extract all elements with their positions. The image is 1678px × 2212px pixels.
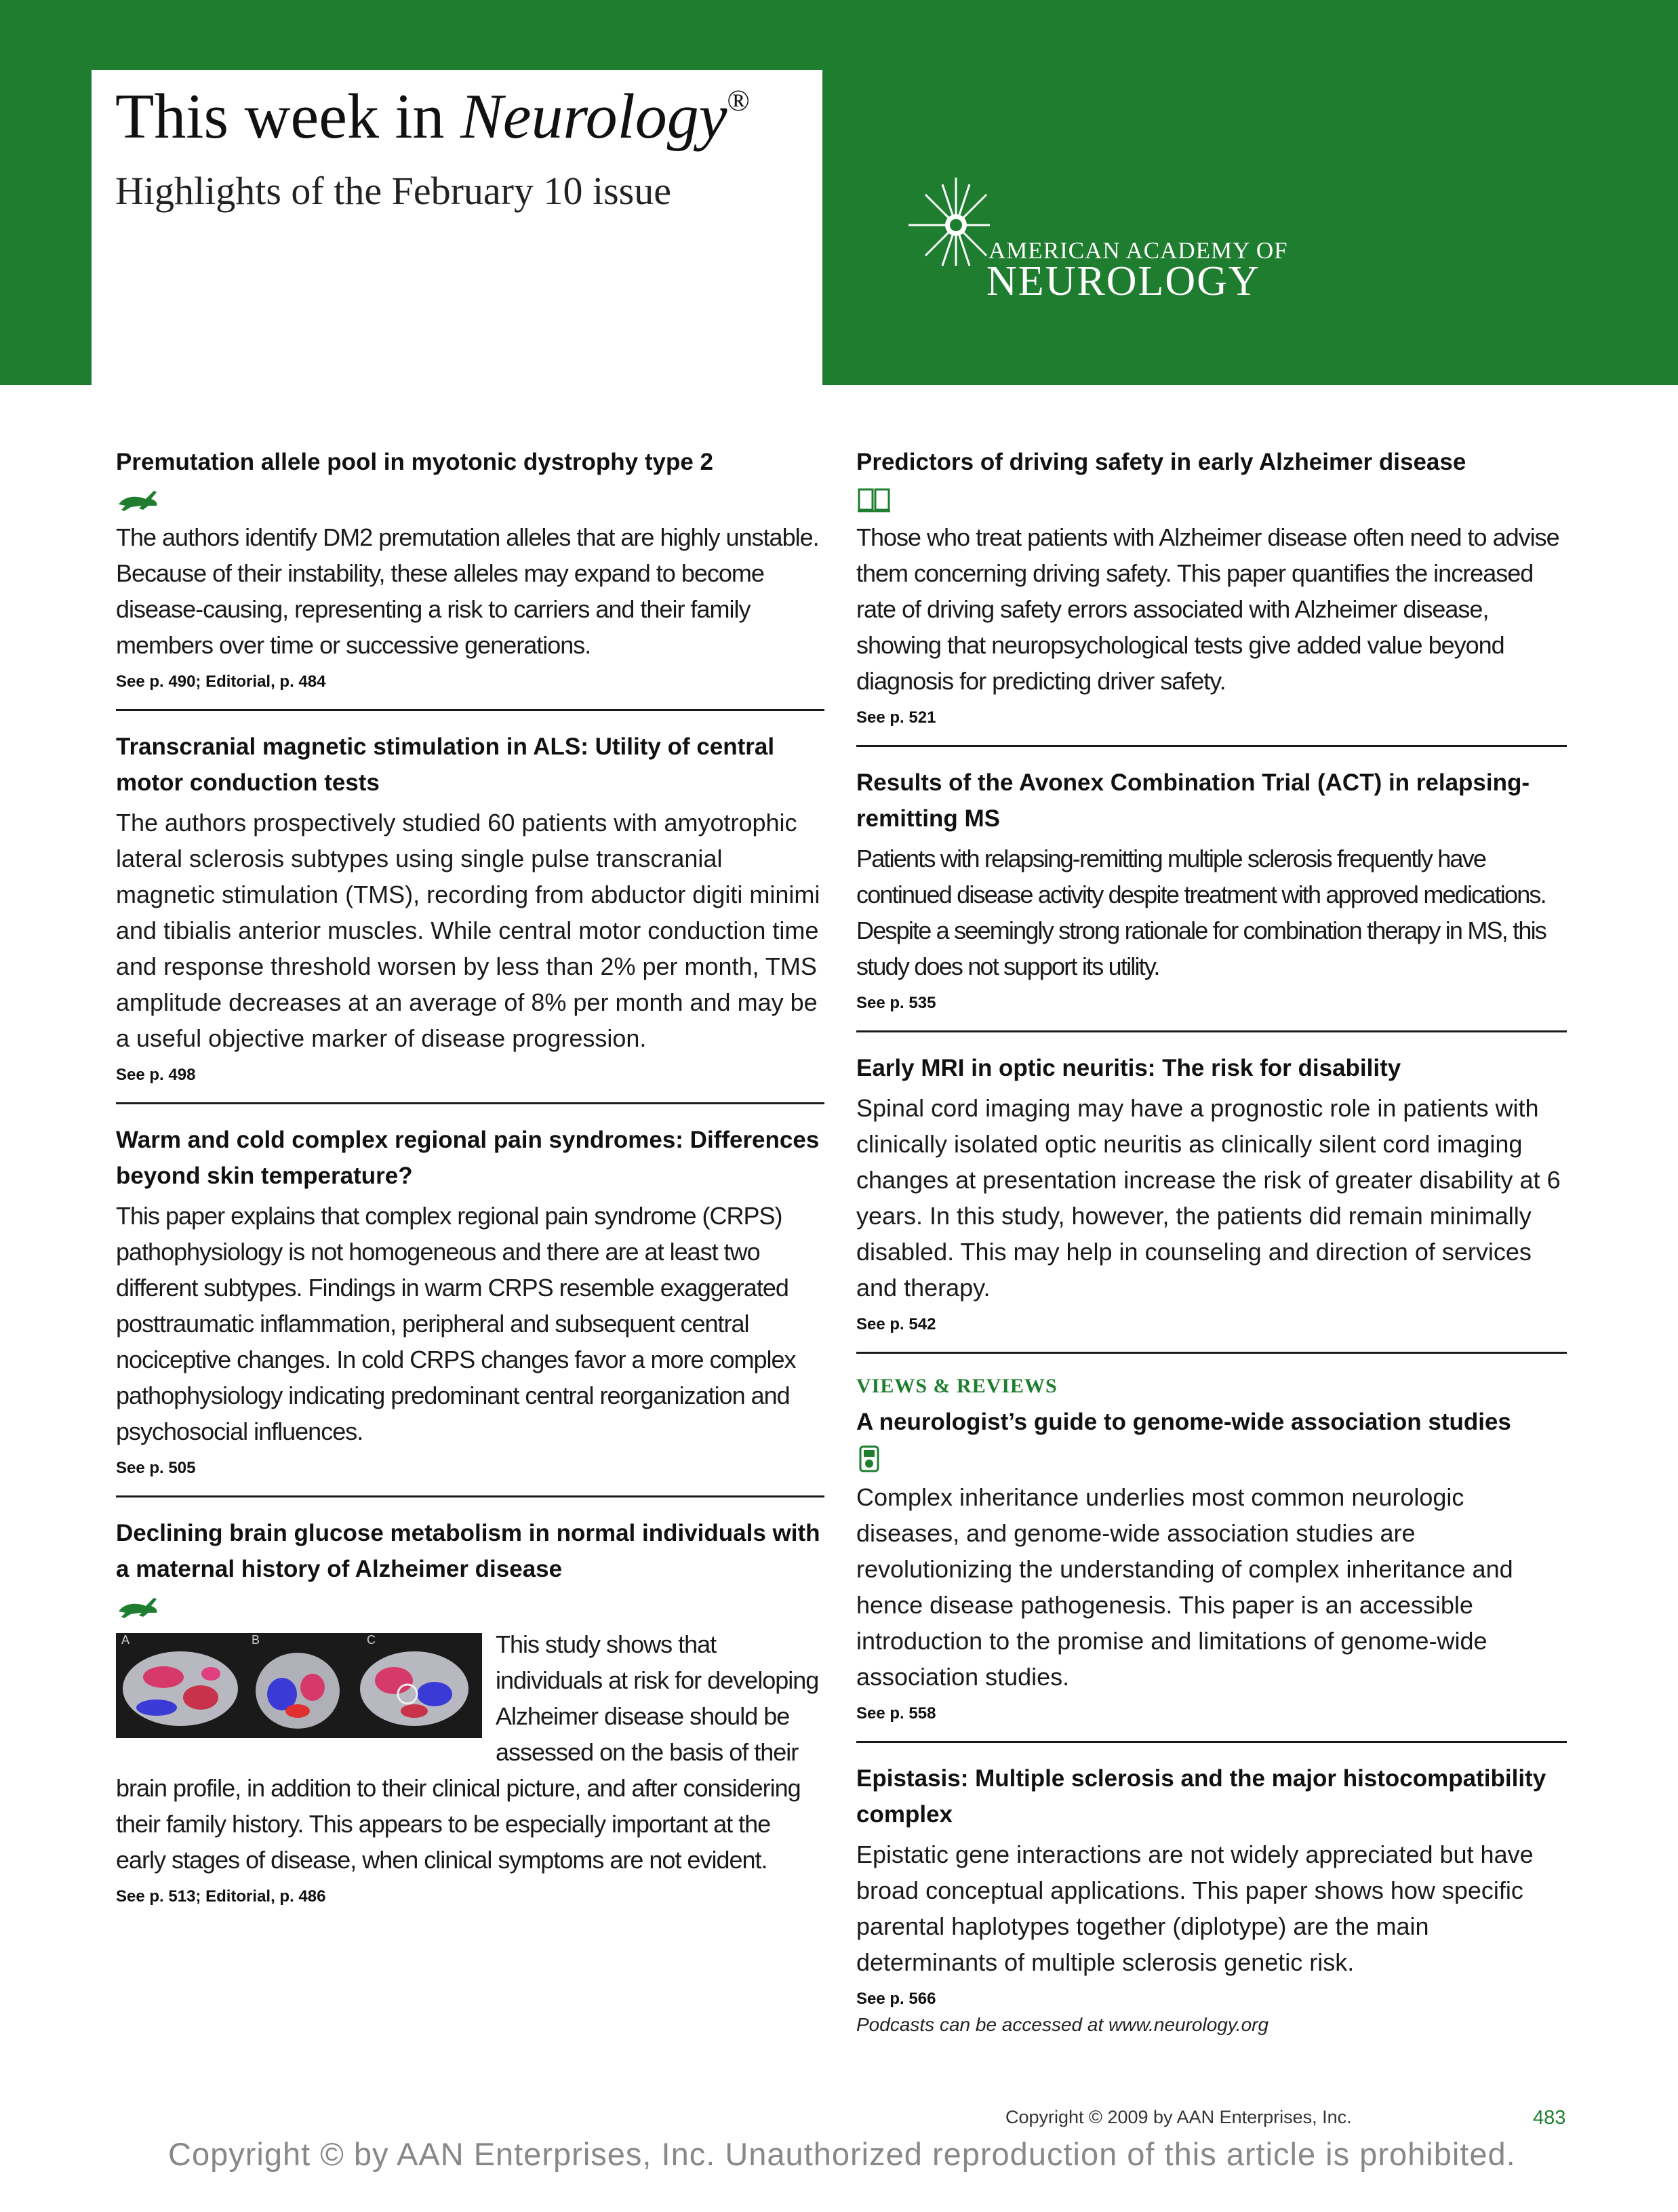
page-subtitle: Highlights of the February 10 issue [115, 169, 671, 213]
article-driving-safety [856, 444, 1567, 747]
article-body: This paper explains that complex regional pain syndrome (CRPS) pathophysiology is not homogeneous and there are at least two different subtypes. Findings in warm CRPS resemble exaggerated posttraumatic inflammation, peripheral and subsequent central nociceptive changes. In cold CRPS changes favor a more complex pathophysiology indicating predominant central reorganization and psychosocial influences. [116, 1202, 796, 1445]
figure-label-c: C [367, 1633, 376, 1647]
copyright-watermark: Copyright © by AAN Enterprises, Inc. Unauthorized reproduction of this article is prohibited. [168, 2136, 1516, 2172]
figure-label-a: A [121, 1633, 130, 1647]
article-title[interactable]: Results of the Avonex Combination Trial (ACT) in relapsing-remitting MS [856, 769, 1530, 832]
article-ref[interactable]: See p. 505 [116, 1459, 196, 1477]
article-body: The authors prospectively studied 60 patients with amyotrophic lateral sclerosis subtypes using single pulse transcranial magnetic stimulation (TMS), recording from abductor digiti minimi and tibialis anterior muscles. While central motor conduction time and response threshold worsen by less than 2% per month, TMS amplitude decreases at an average of 8% per month and may be a useful objective marker of disease progression. [116, 809, 820, 1052]
article-title[interactable]: Declining brain glucose metabolism in normal individuals with a maternal history of Alzheimer disease [116, 1520, 820, 1582]
aan-logo [902, 178, 1288, 306]
article-title[interactable]: Transcranial magnetic stimulation in ALS: Utility of central motor conduction tests [116, 733, 775, 796]
rabbit-icon [116, 1591, 163, 1621]
star-burst-icon [902, 178, 990, 273]
logo-line2: NEUROLOGY [986, 258, 1260, 304]
book-icon [856, 484, 892, 514]
article-title[interactable]: Predictors of driving safety in early Alzheimer disease [856, 449, 1466, 475]
article-body: The authors identify DM2 premutation alleles that are highly unstable. Because of their instability, these alleles may expand to become disease-causing, representing a risk to carriers and their family members over time or successive generations. [116, 523, 819, 659]
article-avonex [856, 765, 1567, 1032]
article-ref[interactable]: See p. 490; Editorial, p. 484 [116, 672, 326, 691]
article-title[interactable]: Warm and cold complex regional pain syndromes: Differences beyond skin temperature? [116, 1127, 820, 1189]
logo-line1: AMERICAN ACADEMY OF [988, 237, 1288, 264]
article-ref[interactable]: See p. 513; Editorial, p. 486 [116, 1887, 326, 1906]
figure-label-b: B [252, 1633, 260, 1647]
article-body: This study shows that individuals at risk for developing Alzheimer disease should be assessed on the basis of their brain profile, in addition to their clinical picture, and after considering their family history. This appears to be especially important at the early stages of disease, when clinical symptoms are not evident. [116, 1630, 819, 1874]
brain-scan-images [116, 1647, 482, 1738]
article-body: Spinal cord imaging may have a prognostic role in patients with clinically isolated optic neuritis as clinically silent cord imaging changes at presentation increase the risk of greater disability at 6 years. In this study, however, the patients did remain minimally disabled. This may help in counseling and direction of services and therapy. [856, 1094, 1561, 1302]
podcast-note: Podcasts can be accessed at www.neurology.org [856, 2014, 1269, 2035]
article-title[interactable]: A neurologist’s guide to genome-wide association studies [856, 1409, 1511, 1435]
title-prefix: This week in [115, 81, 445, 152]
article-title[interactable]: Epistasis: Multiple sclerosis and the major histocompatibility complex [856, 1765, 1546, 1828]
article-body: Complex inheritance underlies most common neurologic diseases, and genome-wide association studies are revolutionizing the understanding of complex inheritance and hence disease pathogenesis. This paper is an accessible introduction to the promise and limitations of genome-wide association studies. [856, 1483, 1513, 1691]
rabbit-icon [116, 484, 163, 514]
article-ref[interactable]: See p. 566 [856, 1990, 936, 2008]
article-title[interactable]: Early MRI in optic neuritis: The risk for disability [856, 1055, 1401, 1081]
brain-pet-figure [116, 1633, 482, 1738]
podcast-icon[interactable] [856, 1444, 883, 1474]
article-dm2 [116, 444, 824, 711]
article-body: Epistatic gene interactions are not widely appreciated but have broad conceptual applications. This paper shows how specific parental haplotypes together (diplotype) are the main determinants of multiple sclerosis genetic risk. [856, 1841, 1534, 1976]
right-column [856, 444, 1567, 2067]
article-gwas [856, 1371, 1567, 1743]
article-crps [116, 1122, 824, 1497]
article-glucose-metabolism [116, 1515, 824, 1924]
article-ref[interactable]: See p. 542 [856, 1315, 936, 1333]
article-body: Patients with relapsing-remitting multiple sclerosis frequently have continued disease activity despite treatment with approved medications. Despite a seemingly strong rationale for combination therapy in MS, this study does not support its utility. [856, 845, 1546, 980]
page-title [115, 80, 750, 153]
article-ref[interactable]: See p. 498 [116, 1066, 196, 1084]
section-label: VIEWS & REVIEWS [856, 1375, 1058, 1397]
article-ref[interactable]: See p. 558 [856, 1704, 936, 1723]
article-epistasis [856, 1761, 1567, 2049]
left-column [116, 444, 824, 1942]
registered-mark: ® [727, 84, 750, 117]
article-title[interactable]: Premutation allele pool in myotonic dystrophy type 2 [116, 449, 713, 475]
page-number: 483 [1533, 2107, 1566, 2129]
article-body: Those who treat patients with Alzheimer disease often need to advise them concerning driving safety. This paper quantifies the increased rate of driving safety errors associated with Alzheimer disease, showing that neuropsychological tests give added value beyond diagnosis for predicting driver safety. [856, 523, 1559, 695]
article-tms-als [116, 729, 824, 1104]
article-ref[interactable]: See p. 521 [856, 708, 936, 727]
footer-copyright: Copyright © 2009 by AAN Enterprises, Inc. [1005, 2107, 1352, 2127]
article-optic-neuritis [856, 1050, 1567, 1354]
article-ref[interactable]: See p. 535 [856, 994, 936, 1012]
title-journal: Neurology [460, 81, 727, 152]
